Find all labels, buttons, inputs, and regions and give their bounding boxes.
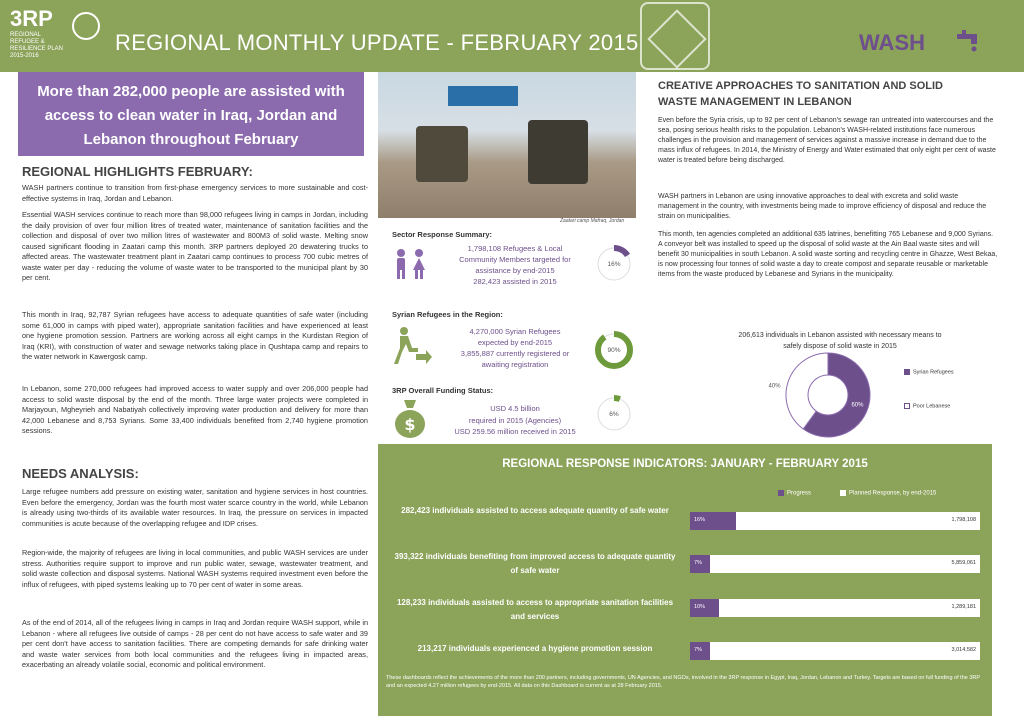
sector-summary-line: 282,423 assisted in 2015 [473,277,557,286]
pie-title [690,330,990,352]
legend-label: Poor Lebanese [913,403,951,410]
pie-legend-item [904,369,954,375]
creative-paragraph: WASH partners in Lebanon are using innovative approaches to deal with excreta and solid waste management in the country, with investments being made to improve efficiency of disposal and reduce the strain on municipalities. [658,193,987,220]
needs-paragraph: Large refugee numbers add pressure on existing water, sanitation and hygiene services in host countries. Even before the emergency, Jordan was the fourth most water scarce country in the world, while Lebanon is already using two-thirds of its available water resources. In Iraq, the pressure on services in impacted communities is acute because of the overlapping refugee and IDP crises. [22,487,368,528]
legend-swatch [904,403,910,409]
highlights-heading: REGIONAL HIGHLIGHTS FEBRUARY: [22,164,253,179]
refugees-line: 3,855,887 currently registered or [460,349,570,358]
legend-swatch [904,369,910,375]
svg-text:$: $ [404,415,416,434]
sector-label: WASH [859,30,925,55]
sector-summary-line: assistance by end-2015 [475,266,555,275]
indicator-planned: 3,014,582 [951,647,976,653]
headline-banner: More than 282,000 people are assisted with access to clean water in Iraq, Jordan and Lebanon throughout February [18,72,364,156]
photo-caption: Zaatari camp Mafraq, Jordan [560,218,625,224]
legend-swatch [778,490,784,496]
indicator-label: 213,217 individuals experienced a hygiene promotion session [417,644,653,653]
highlights-paragraph: Essential WASH services continue to reach more than 98,000 refugees living in camps in Jordan, including the daily provision of over four million litres of treated water, maintenance of sanitation facilities and the collection and disposal of over two million litres of wastewater and 800M3 of solid waste. Melting snow caused significant flooding in Zaatari camp this month. 3RP partners deployed 20 dewatering trucks to affected areas. The wastewater treatment plant in Zaatari camp continues to process 700 cubic metres of waste water per day - reducing the volume of waste water to be transported to the municipal plant by 30 per cent. [22,210,368,282]
legend-label: Planned Response, by end-2015 [849,490,937,497]
pie-slice-label: 60% [851,402,864,409]
3rp-logo: 3RP REGIONAL REFUGEE & RESILIENCE PLAN 2015-2016 [10,8,110,66]
legend-planned [840,490,936,497]
indicator-label: 282,423 individuals assisted to access adequate quantity of safe water [401,506,669,515]
indicator-pct: 16% [694,517,706,523]
indicator-label: 393,322 individuals benefiting from improved access to adequate quantity of safe water [394,552,676,575]
funding-heading: 3RP Overall Funding Status: [392,386,494,395]
refugees-line: expected by end-2015 [477,338,553,347]
sector-summary-line: 1,798,108 Refugees & Local [467,244,563,253]
creative-paragraph: Even before the Syria crisis, up to 92 per cent of Lebanon's sewage ran untreated into watercourses and the sea, posing serious health risks to the population. Lebanon's WASH-related institutions face numerous challenges in the provision and management of services against a massive increase in demand due to the mass influx of refugees. In 2014, the Ministry of Energy and Water estimated that only eight per cent of waste water is treated before being discharged. [658,117,996,164]
refugees-heading: Syrian Refugees in the Region: [392,310,503,319]
indicator-bar [690,512,980,530]
creative-heading: WASTE MANAGEMENT IN LEBANON [658,96,852,108]
indicator-label: 128,233 individuals assisted to access to appropriate sanitation facilities and services [396,598,674,621]
decorative-emblem-icon [640,2,710,70]
solid-waste-pie-chart [768,350,876,440]
money-bag-icon [394,398,426,438]
water-tap-icon [953,30,981,54]
pie-legend-item [904,403,950,409]
legend-label: Syrian Refugees [913,369,954,376]
indicator-pct: 10% [694,604,706,610]
needs-heading: NEEDS ANALYSIS: [22,466,139,481]
people-icon [392,248,430,280]
sector-summary-pct: 16% [607,261,621,268]
needs-paragraph: As of the end of 2014, all of the refugees living in camps in Iraq and Jordan require WASH support, while in Lebanon - where all refugees live outside of camps - 28 per cent do not have access to safe water and 39 per cent don't have access to sanitation facilities. There are competing demands for safe drinking water and waste water services from both local communities and the refugees living in impacted areas, exacerbating an already volatile social, economic and political environment. [22,618,368,669]
indicator-pct: 7% [694,560,702,566]
pie-slice-label: 40% [768,383,781,390]
indicator-bar [690,599,980,617]
un-seal-icon [72,12,100,40]
creative-heading: CREATIVE APPROACHES TO SANITATION AND SOLID [658,80,943,92]
refugees-line: awaiting registration [481,360,549,369]
legend-progress [778,490,811,497]
indicator-planned: 1,289,181 [951,604,976,610]
pie-title-line: safely dispose of solid waste in 2015 [783,343,897,350]
sector-summary-heading: Sector Response Summary: [392,230,493,239]
highlights-paragraph: This month in Iraq, 92,787 Syrian refugees have access to adequate quantities of safe water (including some 61,000 in camps with piped water), appropriate sanitation facilities and have experienced at least one hygiene promotion session. Partners are working across all eight camps in the Kurdistan Region of Iraq (KRI), with construction of water and sewage networks taking place in Qushtapa camp and repairs to the water network in Kawergosk camp. [22,310,368,361]
indicators-title: REGIONAL RESPONSE INDICATORS: JANUARY - FEBRUARY 2015 [502,458,868,470]
refugees-pct: 90% [607,347,621,354]
needs-paragraph: Region-wide, the majority of refugees are living in local communities, and public WASH services are under stress. Authorities require support to improve and run public water, sewage, wastewater treatment, and solid waste collection and disposal systems. National WASH systems required investment even before the influx of refugees, with piped systems leaking up to 70 per cent of water in some areas. [22,548,368,589]
pie-title-line: 206,613 individuals in Lebanon assisted with necessary means to [738,332,942,339]
indicator-planned: 1,798,108 [951,517,976,523]
creative-paragraph: This month, ten agencies completed an additional 635 latrines, benefitting 765 Lebanese and 9,000 Syrians. A conveyor belt was installed to speed up the disposal of solid waste at the Ain Baal waste sites and will benefit 30 municipalities in south Lebanon. A solid waste sorting and recycling centre in Ghazze, West Bekaa, is now processing four tonnes of solid waste a day to create compost and separate reusable or marketable items from the waste produced by Lebanese and Syrians in the municipality. [658,231,998,278]
legend-label: Progress [787,490,812,497]
indicator-planned: 5,859,061 [951,560,976,566]
legend-swatch [840,490,846,496]
sector-badge [845,26,1015,62]
header-bar [0,0,1024,72]
footnote: These dashboards reflect the achievements of the more than 200 partners, including governments, UN Agencies, and NGOs, involved in the 3RP response in Egypt, Iraq, Jordan, Lebanon and Turkey. Targets are based on full funding of the 3RP and an expected 4.27 million refugees by end-2015. All data on this Dashboard is current as at 28 February 2015. [386,675,980,689]
indicator-bar [690,642,980,660]
indicator-bar [690,555,980,573]
water-trucks-photo [378,72,636,218]
photo-sign [448,86,518,106]
response-indicators-panel [378,444,992,716]
highlights-paragraph: In Lebanon, some 270,000 refugees had improved access to water supply and over 206,000 people had access to solid waste disposal by the end of the month. Three large water projects were completed in Marjayoun, Mgheyrieh and Nabatiyah collectively improving water production and delivery for more than 42,000 Lebanese and 8,753 Syrians. Some 33,400 individuals benefited from 2,740 hygiene promotion sessions. [22,384,368,435]
funding-line: USD 259.56 million received in 2015 [454,427,576,436]
walking-person-arrow-icon [392,326,432,366]
photo-truck [416,126,468,182]
refugees-line: 4,270,000 Syrian Refugees [469,327,561,336]
highlights-paragraph: WASH partners continue to transition from first-phase emergency services to more sustainable and cost-effective systems in Iraq, Jordan and Lebanon. [22,183,368,203]
photo-truck [528,120,588,184]
funding-line: USD 4.5 billion [490,404,540,413]
funding-pct: 6% [609,411,619,418]
indicator-pct: 7% [694,647,702,653]
page-title: REGIONAL MONTHLY UPDATE - FEBRUARY 2015 [115,30,639,55]
sector-summary-line: Community Members targeted for [459,255,571,264]
funding-line: required in 2015 (Agencies) [468,416,562,425]
